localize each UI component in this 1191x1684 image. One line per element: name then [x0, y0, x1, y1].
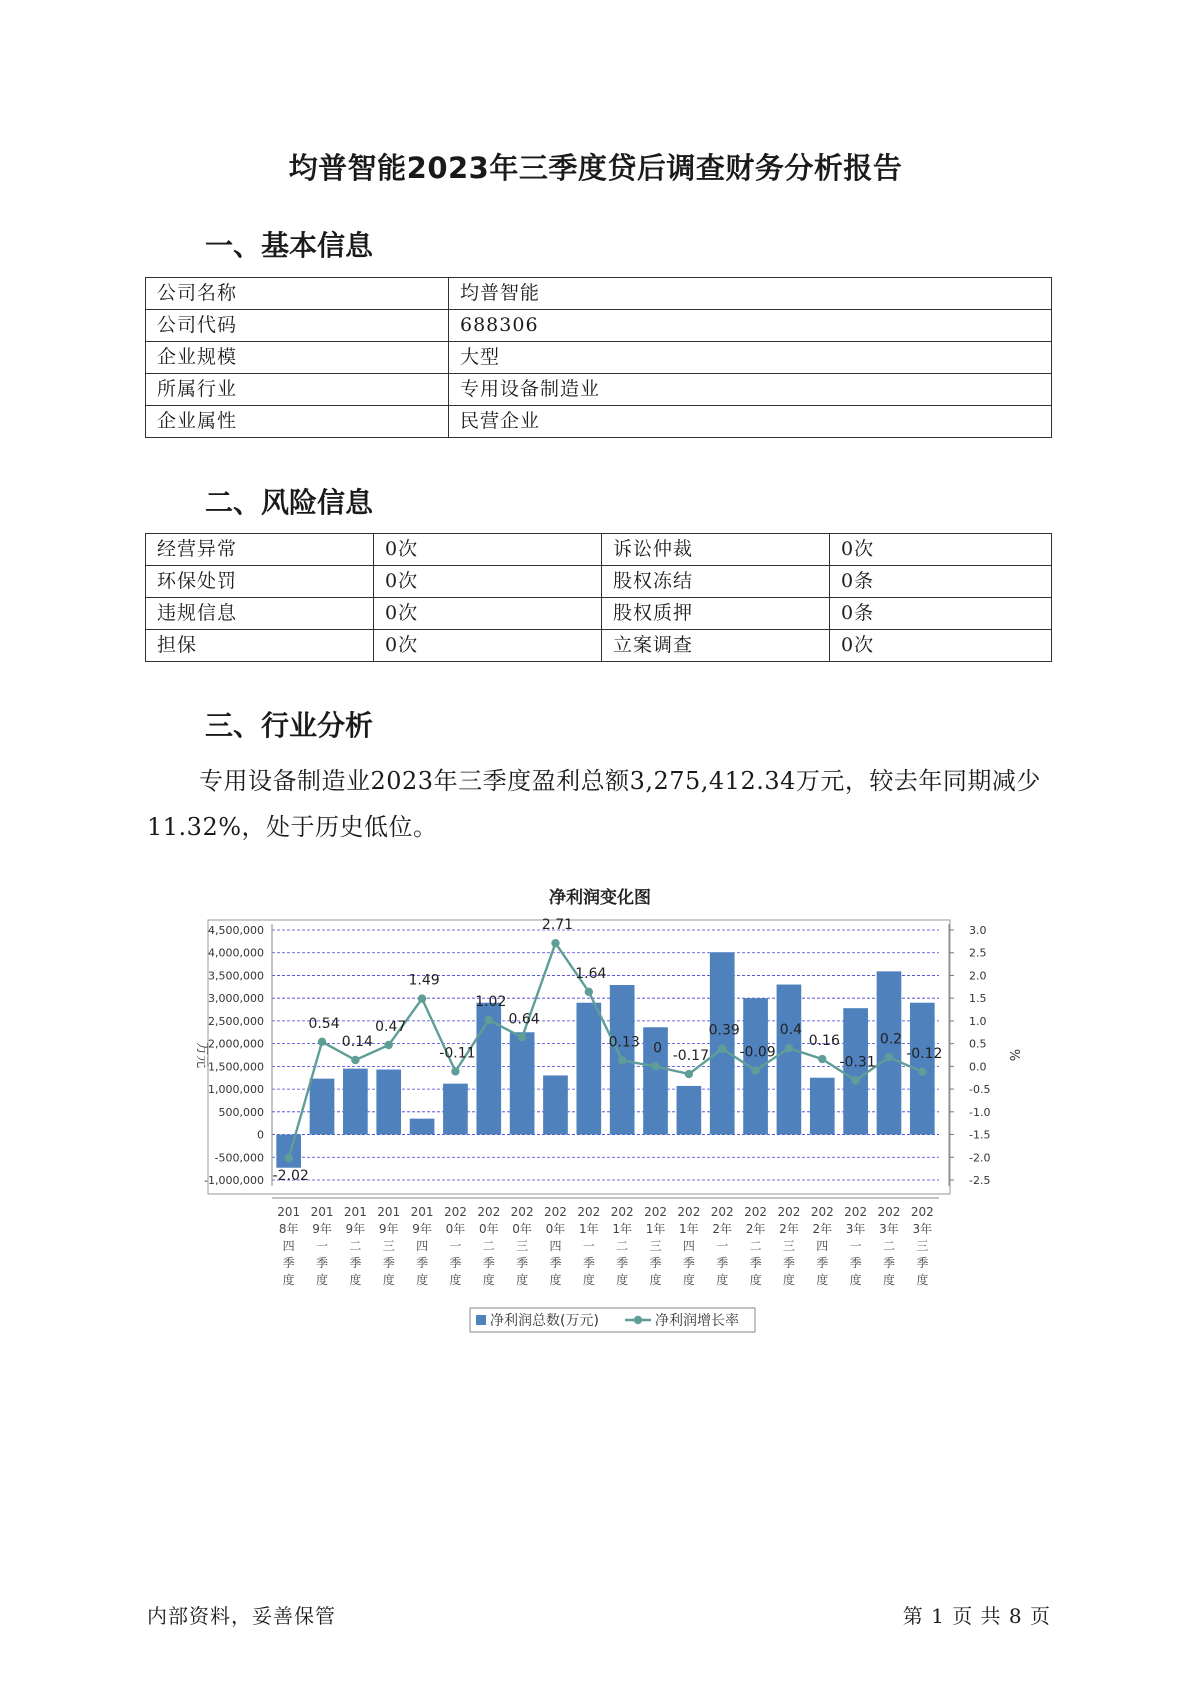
x-tick-label: 3年 — [845, 1222, 866, 1236]
bar — [443, 1084, 468, 1135]
x-tick-label: 四 — [816, 1239, 829, 1253]
x-tick-label: 度 — [916, 1273, 929, 1287]
line-point — [651, 1062, 659, 1070]
y-tick-label: 4,000,000 — [208, 946, 264, 960]
line-point — [551, 939, 559, 947]
y-tick-label: -500,000 — [214, 1151, 264, 1165]
line-point — [485, 1016, 493, 1024]
table-cell: 所属行业 — [146, 374, 449, 406]
table-cell: 0次 — [374, 598, 602, 630]
table-cell: 股权质押 — [602, 598, 830, 630]
x-tick-label: 202 — [443, 1205, 467, 1219]
x-tick-label: 度 — [449, 1273, 462, 1287]
line-data-label: -0.09 — [739, 1044, 776, 1061]
x-tick-label: 0年 — [478, 1222, 499, 1236]
x-tick-label: 季 — [716, 1256, 729, 1270]
table-cell: 企业属性 — [146, 406, 449, 438]
x-tick-label: 202 — [510, 1205, 534, 1219]
table-cell: 诉讼仲裁 — [602, 534, 830, 566]
x-tick-label: 度 — [682, 1273, 695, 1287]
x-tick-label: 201 — [377, 1205, 401, 1219]
line-point — [518, 1033, 526, 1041]
x-tick-label: 二 — [482, 1239, 495, 1253]
line-data-label: -0.31 — [839, 1054, 876, 1071]
y-tick-label: 0 — [257, 1128, 264, 1142]
x-tick-label: 季 — [382, 1256, 395, 1270]
line-data-label: 0.64 — [508, 1011, 540, 1028]
table-cell: 经营异常 — [146, 534, 374, 566]
line-data-label: 0 — [653, 1040, 662, 1057]
bar — [777, 985, 802, 1135]
table-cell: 0次 — [374, 630, 602, 662]
y-tick-label: 2,000,000 — [208, 1037, 264, 1051]
table-cell: 立案调查 — [602, 630, 830, 662]
x-tick-label: 季 — [349, 1256, 362, 1270]
y-tick-label: -1,000,000 — [204, 1174, 264, 1187]
line-point — [318, 1038, 326, 1046]
bar — [710, 952, 735, 1134]
line-data-label: -2.02 — [272, 1168, 309, 1185]
x-tick-label: 二 — [349, 1239, 362, 1253]
line-point — [385, 1041, 393, 1049]
line-data-label: -0.12 — [906, 1045, 943, 1062]
bar — [376, 1070, 401, 1135]
y2-tick-label: -0.5 — [969, 1083, 991, 1097]
x-tick-label: 202 — [777, 1205, 801, 1219]
x-tick-label: 季 — [516, 1256, 529, 1270]
x-tick-label: 9年 — [412, 1222, 432, 1236]
x-tick-label: 度 — [616, 1273, 629, 1287]
table-cell: 688306 — [449, 310, 1052, 342]
x-tick-label: 度 — [282, 1273, 295, 1287]
bar — [810, 1078, 835, 1135]
x-tick-label: 1年 — [579, 1222, 599, 1236]
y2-tick-label: 0.5 — [969, 1037, 987, 1051]
x-tick-label: 2年 — [712, 1222, 733, 1236]
table-cell: 0条 — [830, 598, 1052, 630]
table-cell: 0次 — [830, 630, 1052, 662]
x-tick-label: 季 — [782, 1256, 795, 1270]
x-tick-label: 202 — [877, 1205, 901, 1219]
x-tick-label: 一 — [849, 1239, 862, 1253]
x-tick-label: 季 — [649, 1256, 662, 1270]
line-point — [351, 1056, 359, 1064]
line-point — [618, 1056, 626, 1064]
x-tick-label: 1年 — [612, 1222, 632, 1236]
x-tick-label: 季 — [282, 1256, 295, 1270]
table-cell: 环保处罚 — [146, 566, 374, 598]
footer-confidential-note: 内部资料，妥善保管 — [147, 1604, 336, 1628]
x-tick-label: 度 — [582, 1273, 595, 1287]
section-heading-basic-info: 一、基本信息 — [205, 229, 374, 262]
x-tick-label: 三 — [782, 1239, 795, 1253]
x-tick-label: 202 — [544, 1205, 567, 1219]
y2-tick-label: 2.5 — [969, 946, 987, 960]
line-point — [585, 988, 593, 996]
line-data-label: -0.11 — [439, 1045, 476, 1062]
x-tick-label: 202 — [577, 1205, 601, 1219]
x-tick-label: 度 — [349, 1273, 362, 1287]
line-data-label: -0.17 — [672, 1048, 709, 1065]
chart-title: 净利润变化图 — [549, 888, 651, 908]
y2-tick-label: -1.0 — [969, 1105, 991, 1119]
x-tick-label: 季 — [416, 1256, 429, 1270]
y2-tick-label: 1.5 — [969, 992, 987, 1006]
x-tick-label: 2年 — [812, 1222, 833, 1236]
footer-page-number: 第 1 页 共 8 页 — [902, 1604, 1051, 1628]
y2-tick-label: -2.0 — [969, 1151, 991, 1165]
table-cell: 公司代码 — [146, 310, 449, 342]
x-tick-label: 0年 — [512, 1222, 532, 1236]
legend-label-bars: 净利润总数(万元) — [490, 1313, 599, 1329]
bar — [677, 1086, 702, 1135]
bar — [576, 1003, 601, 1135]
x-tick-label: 度 — [849, 1273, 862, 1287]
x-tick-label: 202 — [710, 1205, 734, 1219]
x-tick-label: 202 — [477, 1205, 501, 1219]
table-cell: 0次 — [374, 566, 602, 598]
x-tick-label: 0年 — [445, 1222, 466, 1236]
bar — [410, 1119, 435, 1135]
line-point — [718, 1044, 726, 1052]
x-tick-label: 度 — [482, 1273, 495, 1287]
x-tick-label: 季 — [449, 1256, 462, 1270]
y2-tick-label: 2.0 — [969, 969, 987, 983]
x-tick-label: 季 — [482, 1256, 495, 1270]
x-tick-label: 一 — [582, 1239, 595, 1253]
x-tick-label: 季 — [816, 1256, 829, 1270]
table-cell: 公司名称 — [146, 278, 449, 310]
x-tick-label: 201 — [343, 1205, 367, 1219]
legend-swatch-point — [634, 1316, 642, 1324]
y-tick-label: 1,500,000 — [208, 1060, 264, 1074]
report-title: 均普智能2023年三季度贷后调查财务分析报告 — [288, 151, 903, 185]
y2-tick-label: 0.0 — [969, 1060, 987, 1074]
section-heading-risk-info: 二、风险信息 — [205, 486, 374, 519]
x-tick-label: 度 — [316, 1273, 329, 1287]
x-tick-label: 季 — [616, 1256, 629, 1270]
table-cell: 0条 — [830, 566, 1052, 598]
x-tick-label: 二 — [749, 1239, 762, 1253]
table-cell: 民营企业 — [449, 406, 1052, 438]
x-tick-label: 3年 — [879, 1222, 899, 1236]
section-heading-industry-analysis: 三、行业分析 — [205, 709, 374, 742]
line-point — [751, 1066, 759, 1074]
x-tick-label: 四 — [282, 1239, 295, 1253]
x-tick-label: 度 — [749, 1273, 762, 1287]
line-data-label: 0.54 — [308, 1015, 340, 1032]
x-tick-label: 季 — [849, 1256, 862, 1270]
x-tick-label: 9年 — [312, 1222, 332, 1236]
table-cell: 担保 — [146, 630, 374, 662]
x-tick-label: 二 — [882, 1239, 895, 1253]
bar — [510, 1032, 535, 1134]
bar — [877, 971, 902, 1134]
bar — [543, 1075, 568, 1134]
x-tick-label: 四 — [682, 1239, 695, 1253]
line-point — [885, 1053, 893, 1061]
paragraph-text: 专用设备制造业2023年三季度盈利总额3,275,412.34万元，较去年同期减少11.32%，处于历史低位。 — [147, 767, 1041, 841]
x-tick-label: 度 — [382, 1273, 395, 1287]
x-tick-label: 9年 — [345, 1222, 366, 1236]
x-tick-label: 202 — [644, 1205, 667, 1219]
y2-tick-label: -1.5 — [969, 1128, 991, 1142]
x-tick-label: 度 — [816, 1273, 829, 1287]
line-point — [785, 1044, 793, 1052]
line-data-label: 0.47 — [375, 1019, 407, 1035]
y-tick-label: 3,500,000 — [208, 969, 264, 983]
line-point — [685, 1070, 693, 1078]
x-tick-label: 202 — [677, 1205, 701, 1219]
line-point — [284, 1154, 292, 1162]
x-tick-label: 季 — [916, 1256, 929, 1270]
bar — [276, 1135, 301, 1168]
x-tick-label: 三 — [382, 1239, 395, 1253]
x-tick-label: 度 — [416, 1273, 429, 1287]
x-tick-label: 度 — [782, 1273, 795, 1287]
y-axis-label: 万元 — [194, 1041, 209, 1069]
x-tick-label: 一 — [449, 1239, 462, 1253]
y-tick-label: 4,500,000 — [208, 924, 264, 937]
x-tick-label: 202 — [610, 1205, 634, 1219]
table-cell: 0次 — [830, 534, 1052, 566]
y-tick-label: 3,000,000 — [208, 992, 264, 1006]
line-point — [818, 1055, 826, 1063]
table-cell: 专用设备制造业 — [449, 374, 1052, 406]
x-tick-label: 202 — [910, 1205, 934, 1219]
line-data-label: 0.39 — [708, 1022, 740, 1039]
x-tick-label: 度 — [549, 1273, 562, 1287]
x-tick-label: 8年 — [278, 1222, 299, 1236]
y-tick-label: 500,000 — [218, 1105, 264, 1119]
y2-tick-label: 3.0 — [969, 924, 987, 937]
x-tick-label: 季 — [582, 1256, 595, 1270]
bar — [343, 1069, 368, 1135]
x-tick-label: 三 — [649, 1239, 662, 1253]
line-point — [451, 1067, 459, 1075]
x-tick-label: 1年 — [679, 1222, 699, 1236]
x-tick-label: 2年 — [779, 1222, 799, 1236]
x-tick-label: 三 — [916, 1239, 929, 1253]
x-tick-label: 9年 — [378, 1222, 399, 1236]
y-tick-label: 1,000,000 — [208, 1083, 264, 1097]
bar — [310, 1079, 335, 1135]
x-tick-label: 季 — [682, 1256, 695, 1270]
x-tick-label: 201 — [310, 1205, 334, 1219]
y2-tick-label: 1.0 — [969, 1014, 987, 1028]
x-tick-label: 季 — [549, 1256, 562, 1270]
x-tick-label: 2年 — [745, 1222, 766, 1236]
x-tick-label: 202 — [810, 1205, 834, 1219]
x-tick-label: 二 — [616, 1239, 629, 1253]
x-tick-label: 201 — [277, 1205, 301, 1219]
table-cell: 0次 — [374, 534, 602, 566]
line-data-label: 0.2 — [879, 1031, 903, 1048]
x-tick-label: 1年 — [645, 1222, 666, 1236]
line-data-label: 0.14 — [341, 1034, 373, 1050]
x-tick-label: 季 — [316, 1256, 329, 1270]
x-tick-label: 一 — [716, 1239, 729, 1253]
x-tick-label: 度 — [716, 1273, 729, 1287]
line-point — [918, 1068, 926, 1076]
x-tick-label: 度 — [649, 1273, 662, 1287]
bar — [843, 1008, 868, 1134]
x-tick-label: 三 — [516, 1239, 529, 1253]
line-data-label: 1.64 — [575, 965, 607, 982]
x-tick-label: 四 — [416, 1239, 429, 1253]
x-tick-label: 季 — [882, 1256, 895, 1270]
y-tick-label: 2,500,000 — [208, 1014, 264, 1028]
table-cell: 违规信息 — [146, 598, 374, 630]
x-tick-label: 202 — [744, 1205, 768, 1219]
line-data-label: 1.02 — [475, 994, 507, 1010]
line-data-label: 1.49 — [408, 972, 440, 989]
line-data-label: 0.13 — [608, 1034, 640, 1051]
legend-swatch-bars — [476, 1315, 486, 1325]
x-tick-label: 季 — [749, 1256, 762, 1270]
x-tick-label: 3年 — [912, 1222, 933, 1236]
y2-tick-label: -2.5 — [969, 1174, 991, 1187]
x-tick-label: 一 — [316, 1239, 329, 1253]
x-tick-label: 四 — [549, 1239, 562, 1253]
legend-label-line: 净利润增长率 — [655, 1313, 739, 1329]
x-tick-label: 度 — [516, 1273, 529, 1287]
table-cell: 企业规模 — [146, 342, 449, 374]
y2-axis-label: % — [1006, 1048, 1021, 1062]
x-tick-label: 0年 — [545, 1222, 566, 1236]
line-data-label: 0.16 — [808, 1033, 840, 1050]
line-point — [418, 994, 426, 1002]
table-cell: 股权冻结 — [602, 566, 830, 598]
line-data-label: 0.4 — [779, 1022, 803, 1039]
x-tick-label: 度 — [882, 1273, 895, 1287]
x-tick-label: 202 — [844, 1205, 868, 1219]
table-cell: 大型 — [449, 342, 1052, 374]
line-data-label: 2.71 — [541, 917, 574, 934]
line-point — [851, 1076, 859, 1084]
x-tick-label: 201 — [410, 1205, 434, 1219]
table-cell: 均普智能 — [449, 278, 1052, 310]
